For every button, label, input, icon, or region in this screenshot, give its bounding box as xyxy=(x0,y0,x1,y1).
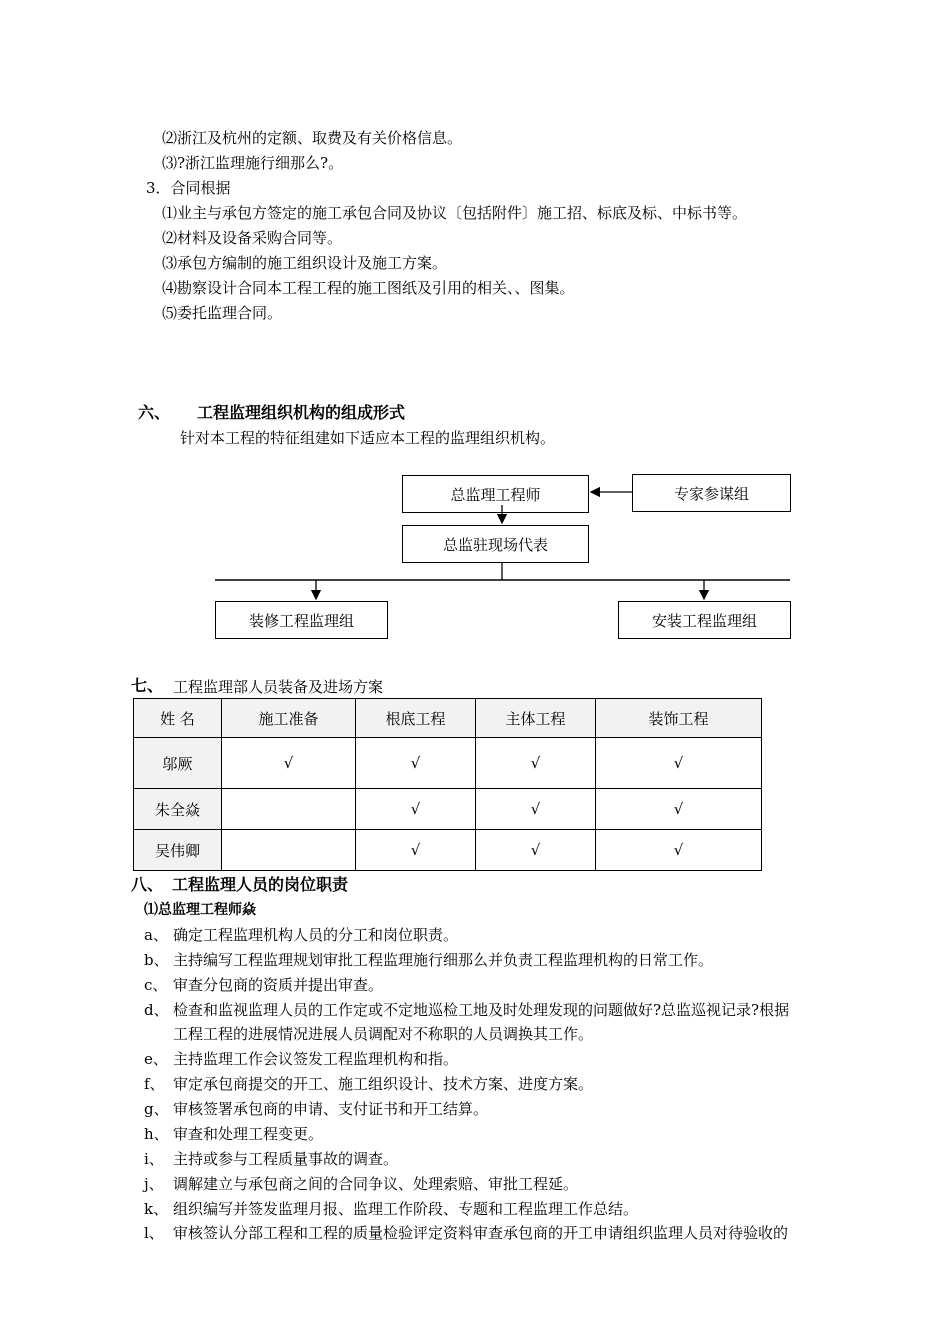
staff-name: 吴伟卿 xyxy=(134,830,222,871)
org-left-group-label: 装修工程监理组 xyxy=(248,611,354,630)
duty-text: 审核签认分部工程和工程的质量检验评定资料审查承包商的开工申请组织监理人员对待验收的 xyxy=(173,1224,789,1242)
contract-item-1: ⑴业主与承包方签定的施工承包合同及协议〔包括附件〕施工招、标底及标、中标书等。 xyxy=(162,204,748,222)
duty-text: 主持编写工程监理规划审批工程监理施行细那么并负责工程监理机构的日常工作。 xyxy=(173,951,714,969)
section6-intro: 针对本工程的特征组建如下适应本工程的监理组织机构。 xyxy=(180,429,556,447)
basis-item-2: ⑵浙江及杭州的定额、取费及有关价格信息。 xyxy=(162,129,463,147)
table-row xyxy=(134,830,762,871)
staff-table xyxy=(133,698,762,871)
section6-number: 六、 xyxy=(138,403,171,422)
contract-item-2: ⑵材料及设备采购合同等。 xyxy=(162,229,343,247)
mark-cell: √ xyxy=(596,789,762,830)
table-row xyxy=(134,738,762,789)
header-prep: 施工准备 xyxy=(222,699,356,738)
duty-label: d、 xyxy=(144,1001,169,1019)
duty-label: g、 xyxy=(144,1100,169,1118)
org-right-group-label: 安装工程监理组 xyxy=(651,611,757,630)
duty-label: c、 xyxy=(144,976,168,994)
mark-cell: √ xyxy=(356,789,476,830)
contract-heading: 3．合同根据 xyxy=(146,179,231,197)
mark-cell: √ xyxy=(596,738,762,789)
contract-item-4: ⑷勘察设计合同本工程工程的施工图纸及引用的相关、、图集。 xyxy=(162,279,575,297)
mark-cell xyxy=(222,830,356,871)
header-structure: 主体工程 xyxy=(476,699,596,738)
contract-item-3: ⑶承包方编制的施工组织设计及施工方案。 xyxy=(162,254,448,272)
section7-number: 七、 xyxy=(131,676,164,695)
org-rep-label: 总监驻现场代表 xyxy=(442,535,548,554)
mark-cell: √ xyxy=(476,738,596,789)
staff-table-header xyxy=(134,699,762,738)
duty-label: e、 xyxy=(144,1050,168,1068)
duty-label: h、 xyxy=(144,1125,169,1143)
duty-text: 主持或参与工程质量事故的调查。 xyxy=(173,1150,399,1168)
duty-text: 主持监理工作会议签发工程监理机构和指。 xyxy=(173,1050,459,1068)
basis-item-3: ⑶?浙江监理施行细那么?。 xyxy=(162,154,344,172)
mark-cell: √ xyxy=(596,830,762,871)
section8-subtitle: ⑴总监理工程师焱 xyxy=(144,902,256,918)
duty-text: 检查和监视监理人员的工作定或不定地巡检工地及时处理发现的问题做好?总监巡视记录?根据 xyxy=(173,1001,790,1019)
duty-label: j、 xyxy=(144,1175,164,1193)
duty-label: l、 xyxy=(144,1224,164,1242)
section6-title: 工程监理组织机构的组成形式 xyxy=(197,403,406,422)
section8-title: 工程监理人员的岗位职责 xyxy=(172,875,349,894)
duty-label: k、 xyxy=(144,1200,169,1218)
duty-text: 工程工程的进展情况进展人员调配对不称职的人员调换其工作。 xyxy=(173,1025,594,1043)
table-row xyxy=(134,789,762,830)
header-foundation: 根底工程 xyxy=(356,699,476,738)
duty-label: b、 xyxy=(144,951,169,969)
duty-text: 组织编写并签发监理月报、监理工作阶段、专题和工程监理工作总结。 xyxy=(173,1200,639,1218)
mark-cell: √ xyxy=(356,738,476,789)
org-chief-label: 总监理工程师 xyxy=(450,485,541,504)
org-experts-label: 专家参谋组 xyxy=(673,484,749,503)
mark-cell xyxy=(222,789,356,830)
staff-name: 朱全焱 xyxy=(134,789,222,830)
duty-label: a、 xyxy=(144,926,168,944)
mark-cell: √ xyxy=(222,738,356,789)
mark-cell: √ xyxy=(476,789,596,830)
duty-text: 审查分包商的资质并提出审查。 xyxy=(173,976,384,994)
duty-label: i、 xyxy=(144,1150,164,1168)
duty-label: f、 xyxy=(144,1075,165,1093)
header-decoration: 装饰工程 xyxy=(596,699,762,738)
duty-text: 审查和处理工程变更。 xyxy=(173,1125,324,1143)
duty-text: 调解建立与承包商之间的合同争议、处理索赔、审批工程延。 xyxy=(173,1175,579,1193)
section7-title: 工程监理部人员装备及进场方案 xyxy=(173,678,384,696)
mark-cell: √ xyxy=(356,830,476,871)
duty-text: 审定承包商提交的开工、施工组织设计、技术方案、进度方案。 xyxy=(173,1075,594,1093)
staff-name: 邬厥 xyxy=(134,738,222,789)
section8-number: 八、 xyxy=(131,875,164,894)
mark-cell: √ xyxy=(476,830,596,871)
duty-text: 确定工程监理机构人员的分工和岗位职责。 xyxy=(173,926,459,944)
contract-item-5: ⑸委托监理合同。 xyxy=(162,304,283,322)
header-name: 姓 名 xyxy=(134,699,222,738)
duty-text: 审核签署承包商的申请、支付证书和开工结算。 xyxy=(173,1100,489,1118)
